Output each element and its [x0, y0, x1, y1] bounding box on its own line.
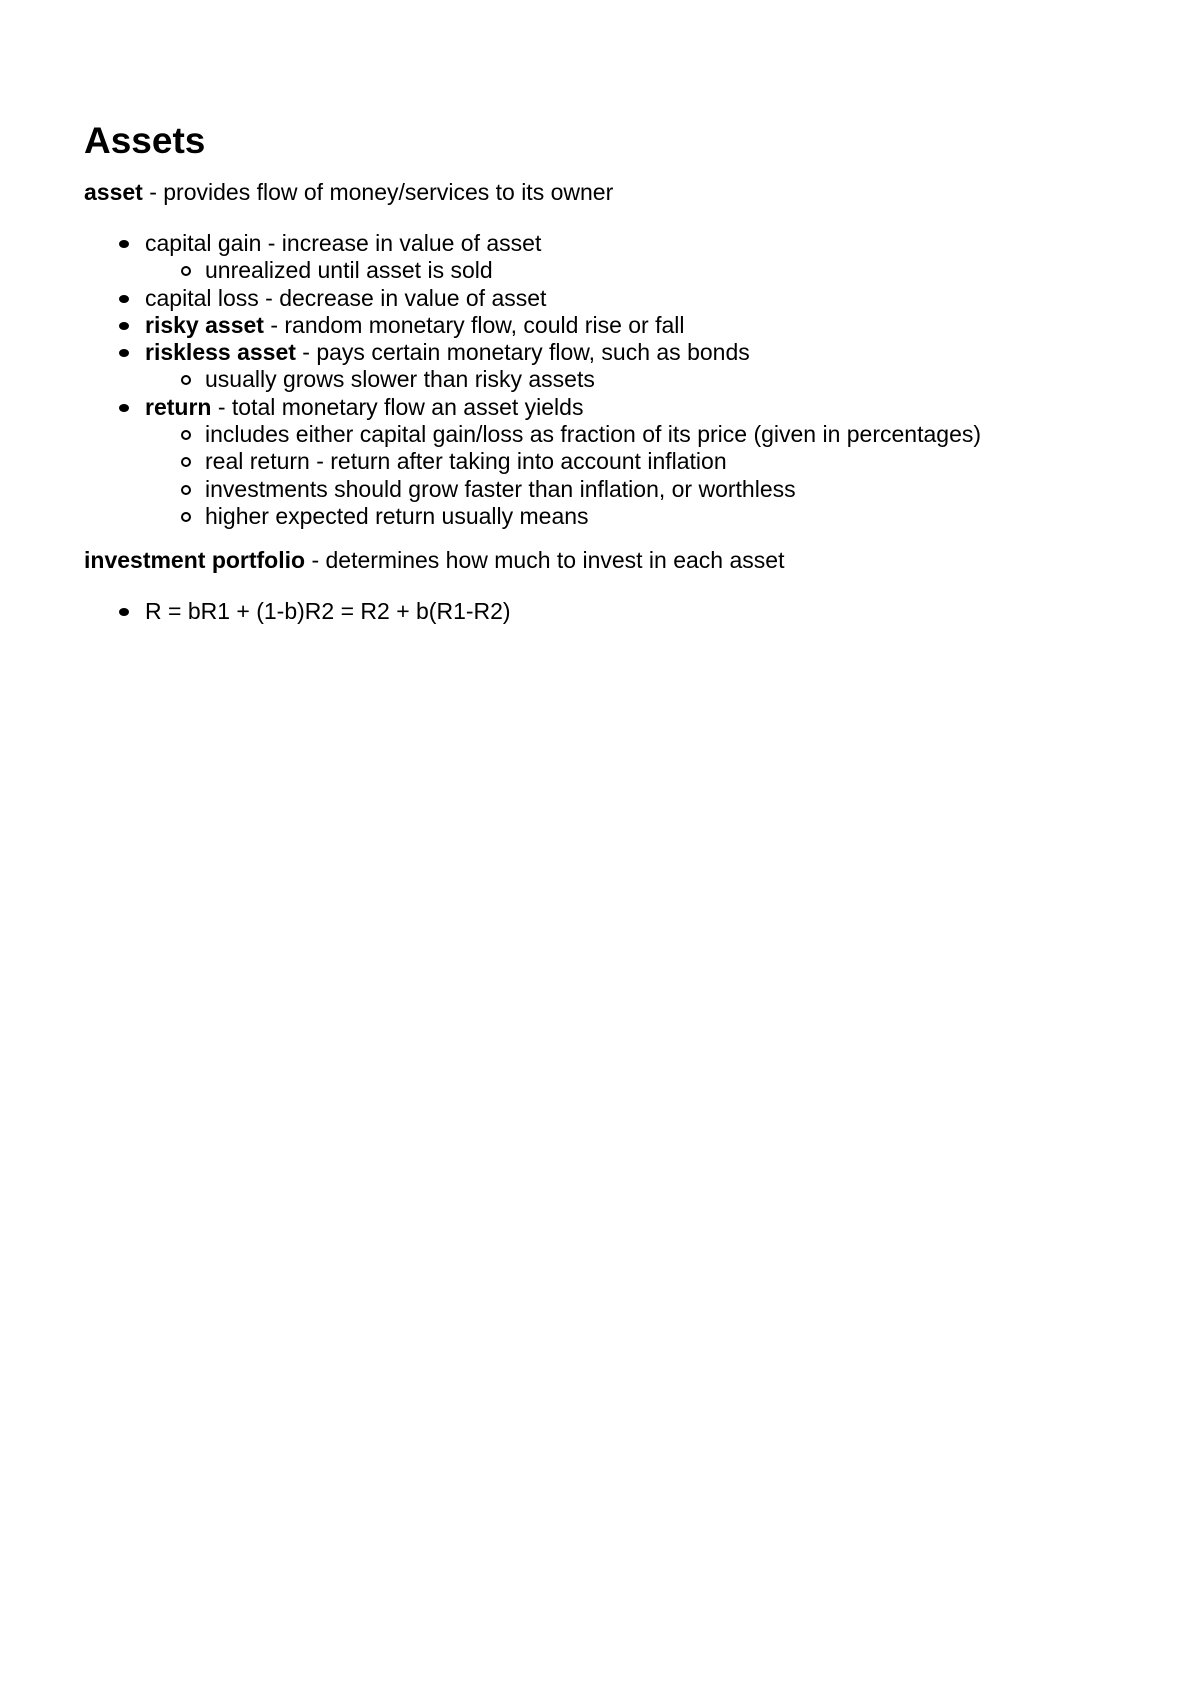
document-page: [84, 118, 1124, 626]
list-item-text: - pays certain monetary flow, such as bonds: [295, 339, 750, 366]
portfolio-definition: [84, 546, 1124, 574]
filled-bullet-icon: [119, 240, 129, 248]
sub-list-item: [145, 257, 1124, 284]
sub-list-item: [145, 503, 1124, 530]
list-item: [84, 598, 1124, 625]
asset-bullet-list: [84, 230, 1124, 530]
sub-list-item-text: higher expected return usually means: [205, 502, 589, 529]
asset-definition: [84, 178, 1124, 206]
filled-bullet-icon: [119, 322, 129, 330]
list-item-text: capital loss - decrease in value of asset: [145, 284, 547, 311]
filled-bullet-icon: [119, 608, 129, 616]
sub-bullet-list: [145, 366, 1124, 393]
list-item-text: R = bR1 + (1-b)R2 = R2 + b(R1-R2): [145, 598, 511, 625]
list-item-term: return: [145, 393, 212, 420]
hollow-bullet-icon: [181, 375, 191, 385]
list-item: [84, 312, 1124, 339]
sub-list-item: [145, 448, 1124, 475]
list-item: [84, 339, 1124, 394]
list-item: [84, 285, 1124, 312]
filled-bullet-icon: [119, 349, 129, 357]
portfolio-bullet-list: [84, 598, 1124, 625]
sub-list-item-text: unrealized until asset is sold: [205, 257, 493, 284]
filled-bullet-icon: [119, 295, 129, 303]
asset-definition-text: - provides flow of money/services to its owner: [142, 179, 614, 205]
list-item-text: - random monetary flow, could rise or fall: [263, 311, 685, 338]
sub-list-item-text: investments should grow faster than inflation, or worthless: [205, 475, 796, 502]
hollow-bullet-icon: [181, 485, 191, 495]
list-item: [84, 230, 1124, 285]
sub-list-item: [145, 421, 1124, 448]
hollow-bullet-icon: [181, 430, 191, 440]
sub-list-item-text: includes either capital gain/loss as fraction of its price (given in percentages): [205, 421, 982, 448]
portfolio-definition-text: - determines how much to invest in each asset: [305, 547, 785, 574]
sub-list-item: [145, 366, 1124, 393]
sub-bullet-list: [145, 257, 1124, 284]
asset-term: asset: [84, 179, 143, 205]
hollow-bullet-icon: [181, 266, 191, 276]
sub-list-item: [145, 476, 1124, 503]
sub-bullet-list: [145, 421, 1124, 530]
hollow-bullet-icon: [181, 512, 191, 522]
list-item-text: - total monetary flow an asset yields: [211, 393, 584, 420]
list-item-term: riskless asset: [145, 339, 296, 366]
list-item-text: capital gain - increase in value of asset: [145, 230, 542, 256]
hollow-bullet-icon: [181, 457, 191, 467]
sub-list-item-text: real return - return after taking into account inflation: [205, 448, 727, 475]
list-item-term: risky asset: [145, 311, 264, 338]
list-item: [84, 394, 1124, 530]
filled-bullet-icon: [119, 404, 129, 412]
page-title: Assets: [84, 120, 206, 161]
portfolio-term: investment portfolio: [84, 547, 306, 574]
sub-list-item-text: usually grows slower than risky assets: [205, 366, 595, 393]
